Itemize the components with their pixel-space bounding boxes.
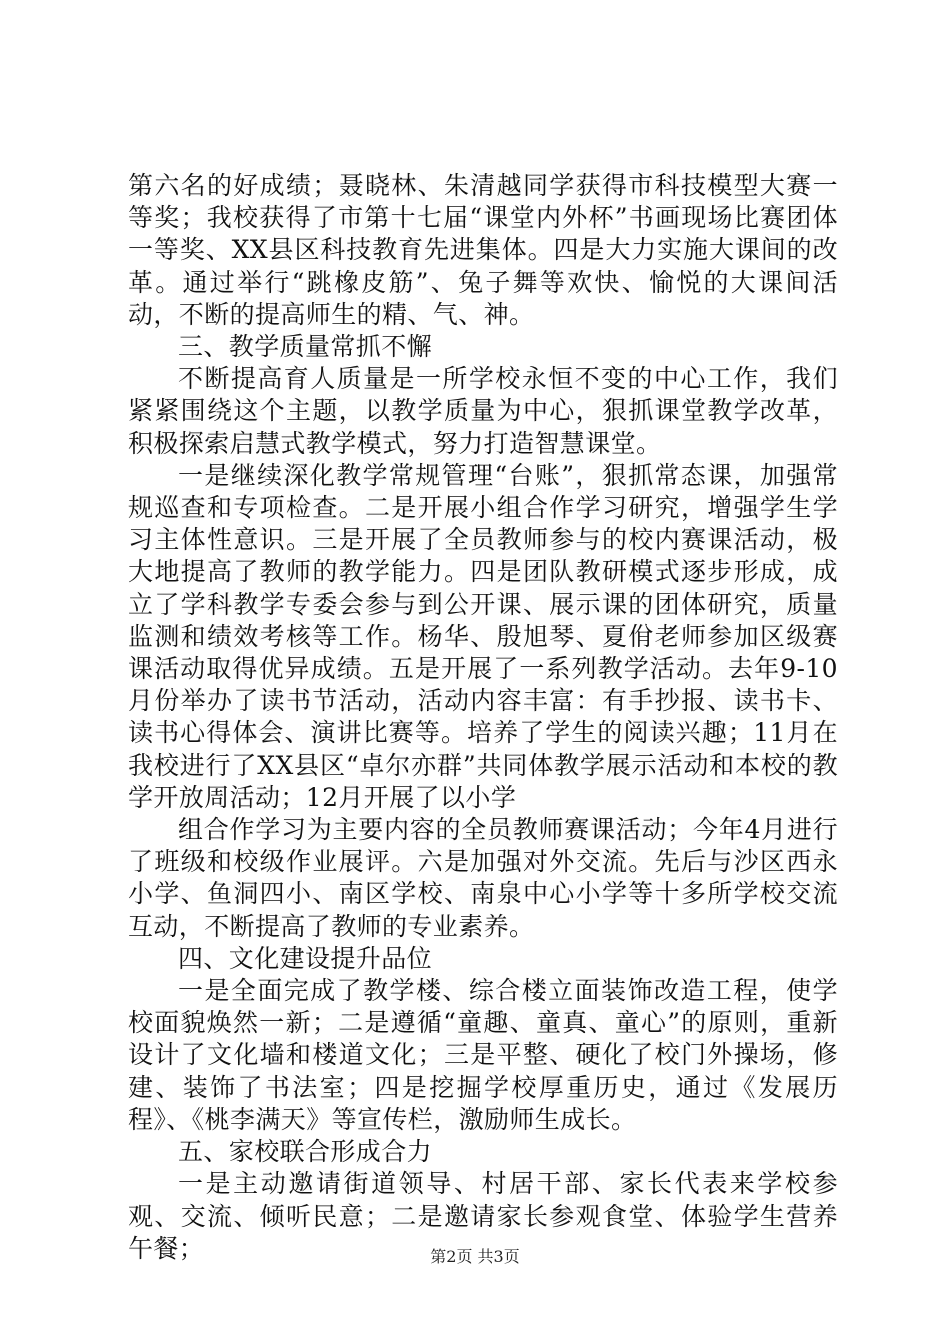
section-heading-4: 四、文化建设提升品位	[178, 943, 433, 973]
document-body	[128, 170, 838, 1265]
paragraph-continuation: 第六名的好成绩；聂晓林、朱清越同学获得市科技模型大赛一等奖；我校获得了市第十七届“课堂内外杯”书画现场比赛团体一等奖、XX县区科技教育先进集体。四是大力实施大课间的改革。通过举行“跳橡皮筋”、兔子舞等欢快、愉悦的大课间活动，不断的提高师生的精、气、神。	[128, 171, 838, 329]
section-heading-5: 五、家校联合形成合力	[178, 1137, 433, 1167]
paragraph: 组合作学习为主要内容的全员教师赛课活动；今年4月进行了班级和校级作业展评。六是加强对外交流。先后与沙区西永小学、鱼洞四小、南区学校、南泉中心小学等十多所学校交流互动，不断提高了教师的专业素养。	[128, 815, 838, 941]
section-heading-3: 三、教学质量常抓不懈	[178, 332, 433, 362]
paragraph: 一是主动邀请街道领导、村居干部、家长代表来学校参观、交流、倾听民意；二是邀请家长参观食堂、体验学生营养午餐；	[128, 1169, 838, 1263]
paragraph: 一是继续深化教学常规管理“台账”，狠抓常态课，加强常规巡查和专项检查。二是开展小组合作学习研究，增强学生学习主体性意识。三是开展了全员教师参与的校内赛课活动，极大地提高了教师的教学能力。四是团队教研模式逐步形成，成立了学科教学专委会参与到公开课、展示课的团体研究，质量监测和绩效考核等工作。杨华、殷旭琴、夏佾老师参加区级赛课活动取得优异成绩。五是开展了一系列教学活动。去年9-10月份举办了读书节活动，活动内容丰富：有手抄报、读书卡、读书心得体会、演讲比赛等。培养了学生的阅读兴趣；11月在我校进行了XX县区“卓尔亦群”共同体教学展示活动和本校的教学开放周活动；12月开展了以小学	[128, 460, 838, 812]
paragraph: 不断提高育人质量是一所学校永恒不变的中心工作，我们紧紧围绕这个主题，以教学质量为中心，狠抓课堂教学改革，积极探索启慧式教学模式，努力打造智慧课堂。	[128, 364, 838, 458]
paragraph: 一是全面完成了教学楼、综合楼立面装饰改造工程，使学校面貌焕然一新；二是遵循“童趣、童真、童心”的原则，重新设计了文化墙和楼道文化；三是平整、硬化了校门外操场，修建、装饰了书法室；四是挖掘学校厚重历史，通过《发展历程》、《桃李满天》等宣传栏，激励师生成长。	[128, 976, 838, 1134]
page-number-footer: 第2页 共3页	[430, 1247, 520, 1266]
